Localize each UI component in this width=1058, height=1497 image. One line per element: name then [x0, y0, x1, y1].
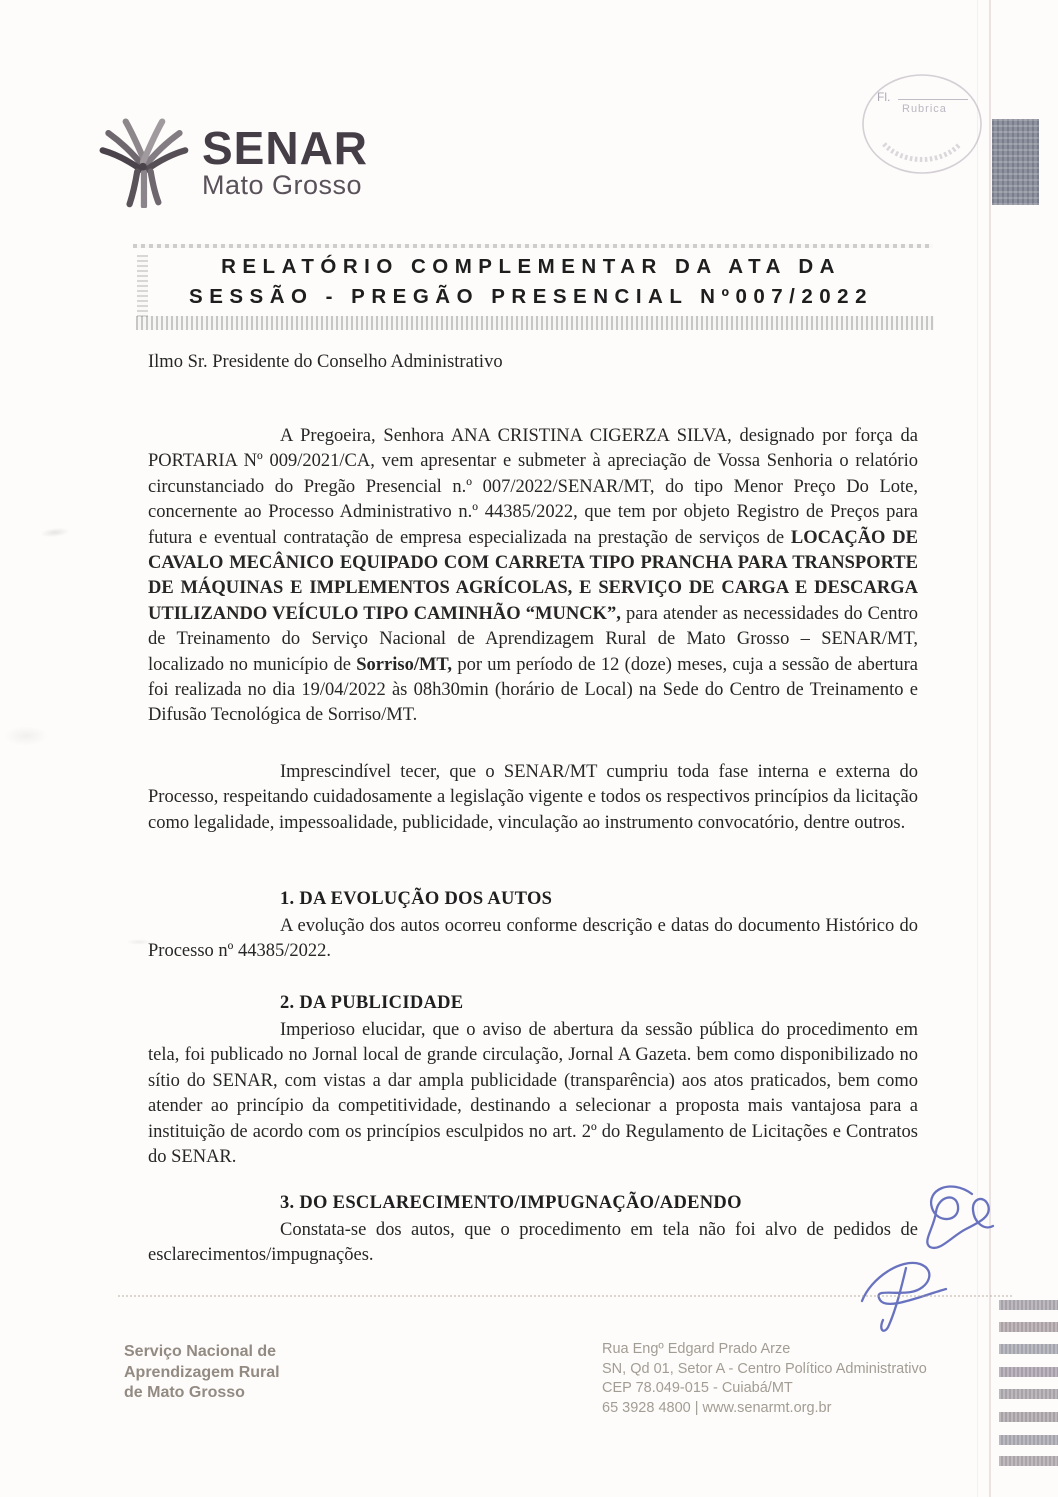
- recipient-line: Ilmo Sr. Presidente do Conselho Administrativo: [148, 352, 503, 372]
- wheat-sheaf-icon: [92, 112, 194, 208]
- section-1-heading: 1. DA EVOLUÇÃO DOS AUTOS: [280, 889, 553, 909]
- brand-name: SENAR: [202, 122, 369, 174]
- section-3-heading: 3. DO ESCLARECIMENTO/IMPUGNAÇÃO/ADENDO: [280, 1193, 742, 1213]
- scan-binding-stripe: [999, 1344, 1058, 1354]
- scan-smudge: [4, 726, 48, 746]
- footer-org-line: Aprendizagem Rural: [124, 1363, 280, 1381]
- folio-rubrica-stamp: [860, 72, 984, 178]
- footer-organization: [124, 1342, 280, 1404]
- title-box-top-border: [133, 244, 933, 248]
- scan-binding-stripe: [999, 1435, 1058, 1445]
- stamp-fill-line: [898, 99, 968, 100]
- footer-address: [602, 1340, 927, 1418]
- title-box-bottom-border: [136, 316, 934, 330]
- rubrica-signature-2-tail: [881, 1268, 906, 1331]
- section-2-heading: 2. DA PUBLICIDADE: [280, 993, 464, 1013]
- footer-org-line: de Mato Grosso: [124, 1384, 245, 1401]
- footer-address-line: 65 3928 4800 | www.senarmt.org.br: [602, 1399, 832, 1416]
- stamp-rubrica-label: Rubrica: [902, 103, 947, 115]
- scan-fold-line: [989, 0, 991, 1497]
- document-title-line1: RELATÓRIO COMPLEMENTAR DA ATA DA: [221, 255, 841, 278]
- second-paragraph: Imprescindível tecer, que o SENAR/MT cumpriu toda fase interna e externa do Processo, respeitando cuidadosamente a legislação vigente e todos os respectivos princípios da licitação como legalidade, impessoalidade, publicidade, vinculação ao instrumento convocatório, dentre outros.: [148, 762, 918, 833]
- rubrica-signature-2: [862, 1263, 946, 1304]
- footer-address-line: SN, Qd 01, Setor A - Centro Político Administrativo: [602, 1360, 927, 1377]
- footer-org-line: Serviço Nacional de: [124, 1343, 277, 1360]
- dotted-separator-line: [118, 1295, 1012, 1297]
- section-1-body: A evolução dos autos ocorreu conforme descrição e datas do documento Histórico do Processo nº 44385/2022.: [148, 916, 918, 962]
- scan-binding-stripe: [999, 1300, 1058, 1310]
- footer-address-line: CEP 78.049-015 - Cuiabá/MT: [602, 1380, 793, 1396]
- footer-address-line: Rua Engº Edgard Prado Arze: [602, 1341, 791, 1357]
- brand-region: Mato Grosso: [202, 170, 363, 200]
- rubrica-signature-1: [927, 1187, 993, 1248]
- scan-smudge: [40, 526, 71, 538]
- document-title-line2: SESSÃO - PREGÃO PRESENCIAL Nº007/2022: [189, 285, 873, 308]
- scan-binding-stripe: [999, 1367, 1058, 1377]
- document-title: [148, 252, 914, 312]
- scan-fold-line-secondary: [977, 0, 978, 1497]
- stamp-fl-label: Fl.: [877, 90, 891, 104]
- scan-binding-stripe: [999, 1322, 1058, 1332]
- section-2-body: Imperioso elucidar, que o aviso de abertura da sessão pública do procedimento em tela, foi publicado no Jornal local de grande circulação, Jornal A Gazeta. bem como disponibilizado no sítio do SENAR, com vistas a dar ampla publicidade (transparência) aos atos praticados, bem como atender ao princípio da competitividade, destinando a selecionar a proposta mais vantajosa para a instituição de acordo com os princípios esculpidos no art. 2º do Regulamento de Licitações e Contratos do SENAR.: [148, 1020, 918, 1168]
- senar-logo: [92, 112, 368, 208]
- scan-binding-stripe: [999, 1412, 1058, 1422]
- section-3-body: Constata-se dos autos, que o procedimento em tela não foi alvo de pedidos de esclarecimentos/impugnações.: [148, 1220, 918, 1266]
- stamp-circle-icon: [860, 72, 984, 178]
- scan-binding-stripe: [999, 1456, 1058, 1466]
- title-box-left-border: [137, 255, 148, 317]
- intro-paragraph: A Pregoeira, Senhora ANA CRISTINA CIGERZA SILVA, designado por força da PORTARIA Nº 009/2021/CA, vem apresentar e submeter à apreciação de Vossa Senhoria o relatório circunstanciado do Pregão Presencial n.º 007/2022/SENAR/MT, do tipo Menor Preço Do Lote, concernente ao Processo Administrativo n.º 44385/2022, que tem por objeto Registro de Preços para futura e eventual contratação de empresa especializada na prestação de serviços de LOCAÇÃO DE CAVALO MECÂNICO EQUIPADO COM CARRETA TIPO PRANCHA PARA TRANSPORTE DE MÁQUINAS E IMPLEMENTOS AGRÍCOLAS, E SERVIÇO DE CARGA E DESCARGA UTILIZANDO VEÍCULO TIPO CAMINHÃO “MUNCK”, para atender as necessidades do Centro de Treinamento do Serviço Nacional de Aprendizagem Rural de Mato Grosso – SENAR/MT, localizado no município de Sorriso/MT, por um período de 12 (doze) meses, cuja a sessão de abertura foi realizada no dia 19/04/2022 às 08h30min (horário de Local) na Sede do Centro de Treinamento e Difusão Tecnológica de Sorriso/MT.: [148, 426, 918, 726]
- scan-artifact-block: [992, 119, 1039, 205]
- scan-binding-stripe: [999, 1389, 1058, 1399]
